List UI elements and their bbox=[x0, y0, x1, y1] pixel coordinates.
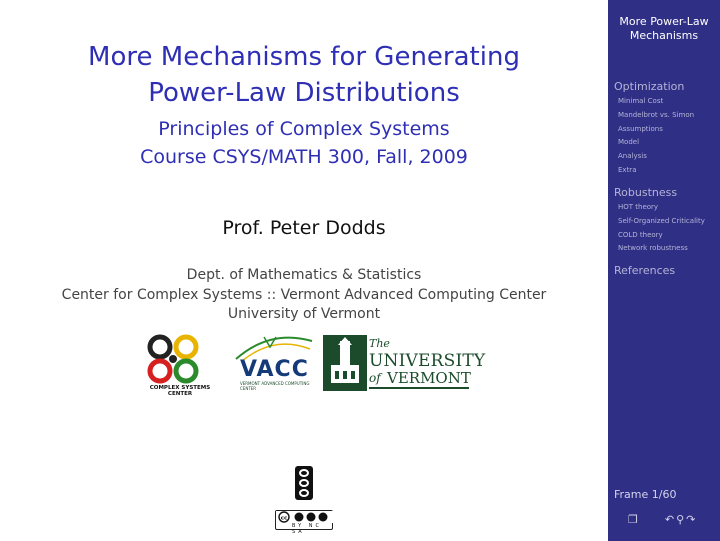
uvm-logo-vermont: VERMONT bbox=[387, 369, 471, 387]
sidebar-section-robustness[interactable]: Robustness bbox=[614, 186, 678, 199]
creative-commons-badge bbox=[275, 510, 333, 535]
vacc-logo bbox=[230, 333, 316, 393]
sidebar-item-network-robustness[interactable]: Network robustness bbox=[618, 244, 688, 252]
beamer-nav-controls bbox=[628, 513, 697, 526]
window-icon[interactable]: ❐ bbox=[628, 513, 640, 526]
vacc-logo-caption: VERMONT ADVANCED COMPUTING CENTER bbox=[240, 381, 310, 391]
institute-line1: Dept. of Mathematics & Statistics bbox=[186, 267, 422, 283]
sidebar-title-line2: Mechanisms bbox=[629, 29, 699, 42]
svg-text:cc: cc bbox=[280, 515, 288, 522]
sidebar bbox=[608, 0, 720, 541]
sidebar-item-extra[interactable]: Extra bbox=[618, 166, 637, 174]
sidebar-item-minimal-cost[interactable]: Minimal Cost bbox=[618, 97, 664, 105]
back-icon[interactable]: ↶ bbox=[664, 513, 677, 526]
csc-logo-caption: COMPLEX SYSTEMS CENTER bbox=[149, 385, 211, 397]
slide-subtitle-line1: Principles of Complex Systems bbox=[158, 118, 450, 140]
uvm-logo-the: The bbox=[369, 337, 390, 350]
search-icon[interactable]: ⚲ bbox=[676, 513, 687, 526]
license-text: BY NC SA bbox=[292, 523, 323, 535]
slide-subtitle-line2: Course CSYS/MATH 300, Fall, 2009 bbox=[140, 146, 468, 168]
uvm-logo-rule bbox=[369, 387, 469, 389]
institute-line3: University of Vermont bbox=[227, 306, 381, 322]
slide-title-line1: More Mechanisms for Generating bbox=[88, 42, 520, 72]
sidebar-title-line1: More Power-Law bbox=[619, 15, 709, 28]
traffic-light-icon bbox=[295, 466, 313, 500]
sidebar-section-optimization[interactable]: Optimization bbox=[614, 80, 685, 93]
uvm-logo bbox=[323, 335, 486, 391]
sidebar-title[interactable] bbox=[608, 15, 720, 43]
sidebar-section-references[interactable]: References bbox=[614, 264, 676, 277]
forward-icon[interactable]: ↷ bbox=[686, 513, 698, 526]
uvm-logo-of: of bbox=[369, 371, 381, 385]
slide-title-line2: Power-Law Distributions bbox=[148, 78, 460, 108]
author-name: Prof. Peter Dodds bbox=[222, 217, 386, 239]
institute-line2: Center for Complex Systems :: Vermont Advanced Computing Center bbox=[61, 287, 547, 303]
sidebar-item-assumptions[interactable]: Assumptions bbox=[618, 125, 663, 133]
sidebar-item-mandelbrot-vs-simon[interactable]: Mandelbrot vs. Simon bbox=[618, 111, 695, 119]
sidebar-item-model[interactable]: Model bbox=[618, 138, 640, 146]
uvm-logo-university: UNIVERSITY bbox=[369, 351, 486, 371]
vacc-logo-word: VACC bbox=[240, 357, 309, 382]
complex-systems-center-logo bbox=[140, 333, 220, 395]
sidebar-item-self-organized-criticality[interactable]: Self-Organized Criticality bbox=[618, 217, 705, 225]
sidebar-item-analysis[interactable]: Analysis bbox=[618, 152, 647, 160]
sidebar-item-hot-theory[interactable]: HOT theory bbox=[618, 203, 659, 211]
sidebar-item-cold-theory[interactable]: COLD theory bbox=[618, 231, 663, 239]
frame-counter: Frame 1/60 bbox=[614, 488, 677, 501]
